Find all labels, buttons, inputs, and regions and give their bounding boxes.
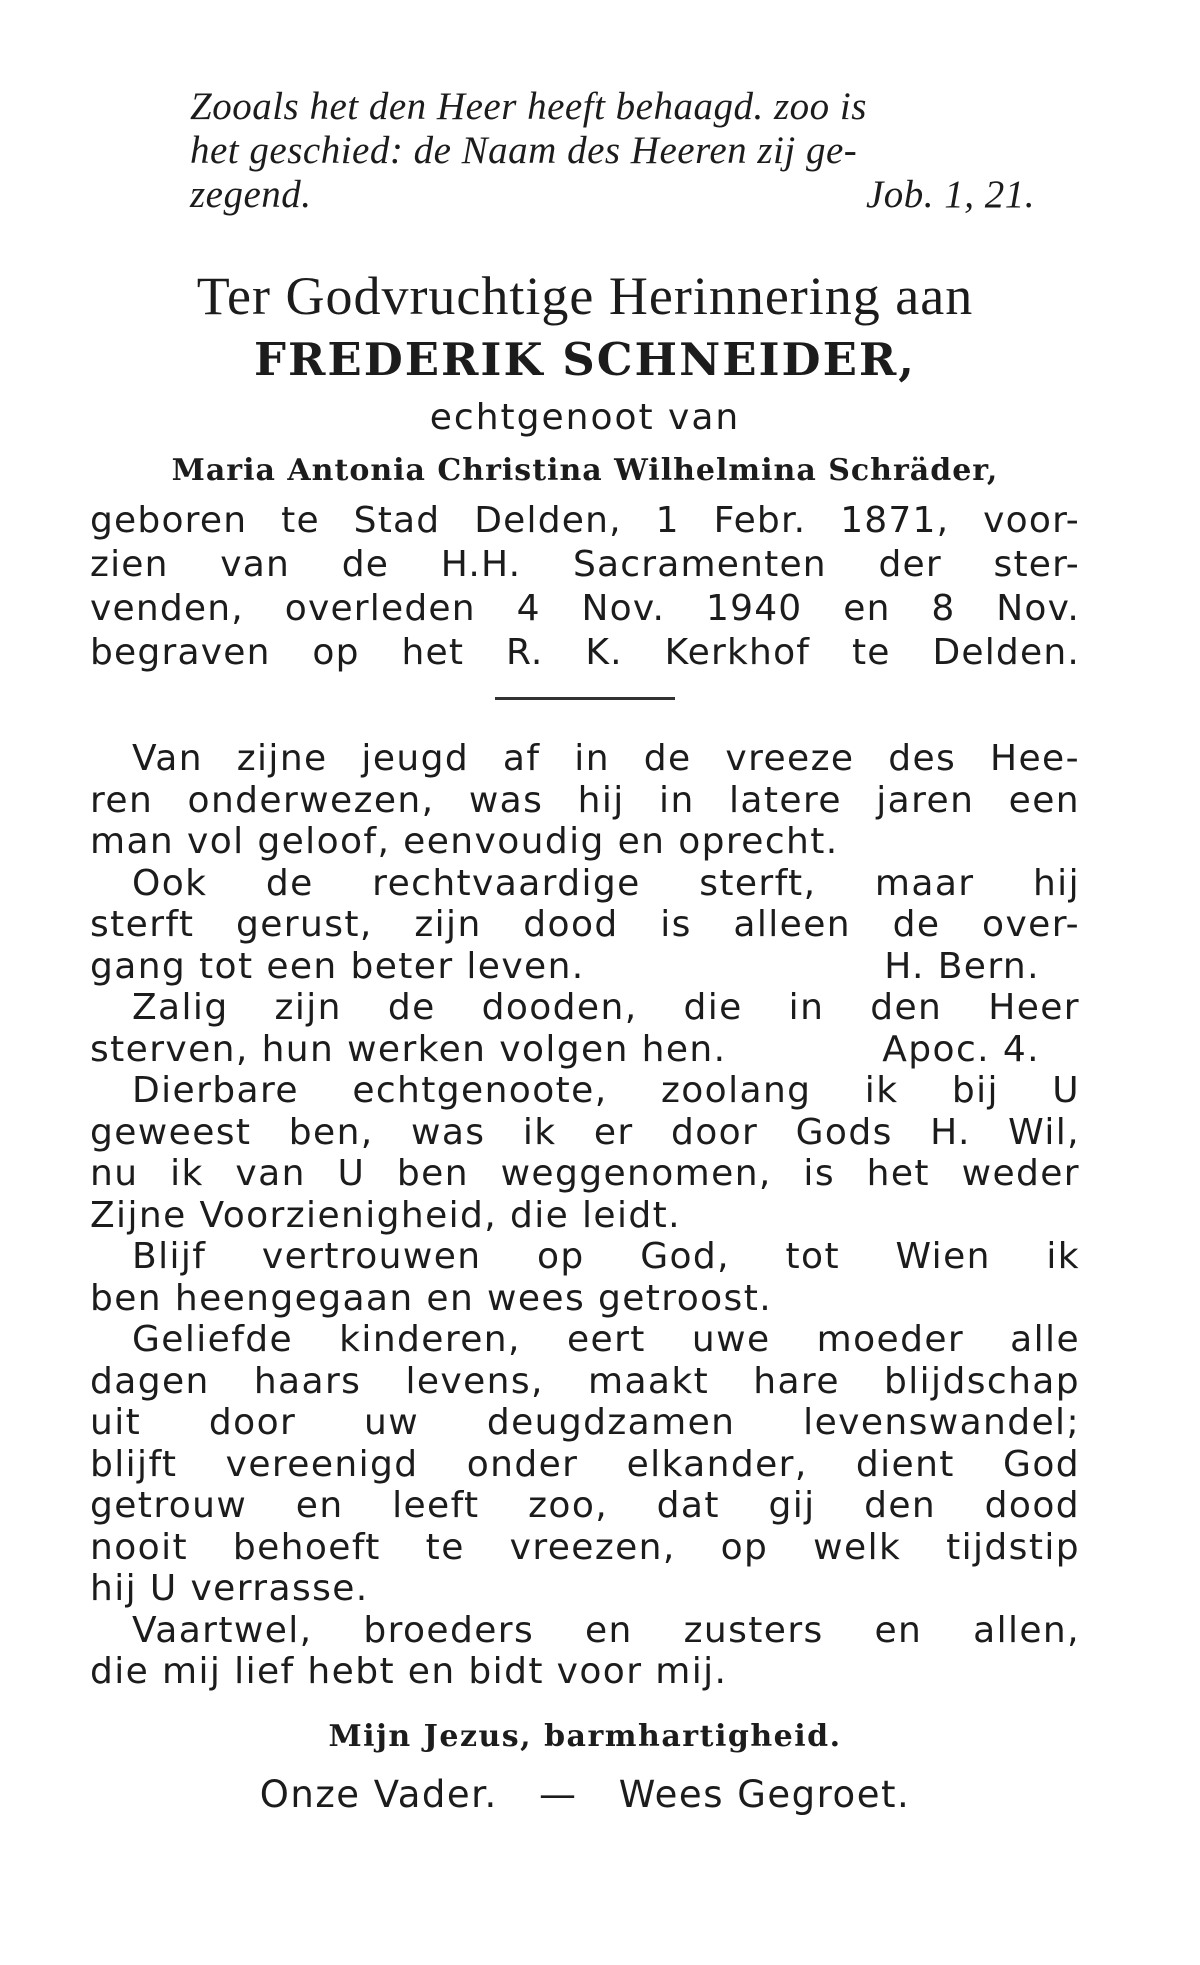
text-line (90, 1029, 1080, 1071)
prayer-hail-mary: Wees Gegroet. (618, 1772, 911, 1816)
text-line: Zijne Voorzienigheid, die leidt. (90, 1194, 681, 1236)
closing-prayer: Mijn Jezus, barmhartigheid. (328, 1718, 842, 1754)
text-line: Ook de rechtvaardige sterft, maar hij (132, 862, 1080, 904)
text-line: ben heengegaan en wees getroost. (90, 1277, 773, 1319)
remembrance-heading: Ter Godvruchtige Herinnering aan (196, 266, 974, 326)
biography (90, 499, 1080, 675)
biography-line: zien van de H.H. Sacramenten der ster- (90, 544, 1080, 585)
text-line: Dierbare echtgenoote, zoolang ik bij U (132, 1070, 1080, 1111)
text-line: ren onderwezen, was hij in latere jaren een (90, 779, 1080, 821)
spouse-name: Maria Antonia Christina Wilhelmina Schräder, (171, 453, 999, 488)
epigraph-line: Zooals het den Heer heeft behaagd. zoo is (190, 85, 867, 128)
biography-line: geboren te Stad Delden, 1 Febr. 1871, voor- (90, 500, 1080, 541)
text-line: die mij lief hebt en bidt voor mij. (90, 1651, 728, 1692)
text-line: Geliefde kinderen, eert uwe moeder alle (132, 1319, 1080, 1360)
text-line-end: gang tot een beter leven. (90, 945, 585, 987)
biography-line: venden, overleden 4 Nov. 1940 en 8 Nov. (90, 588, 1080, 629)
text-line: Zalig zijn de dooden, die in den Heer (132, 987, 1080, 1028)
text-line: geweest ben, was ik er door Gods H. Wil, (90, 1111, 1080, 1153)
quote-reference: H. Bern. (884, 945, 1040, 987)
prayer-our-father: Onze Vader. (259, 1772, 498, 1816)
spouse-label: echtgenoot van (429, 397, 741, 438)
text-line: uit door uw deugdzamen levenswandel; (90, 1402, 1080, 1443)
quote-reference: Apoc. 4. (882, 1028, 1040, 1070)
text-line: Vaartwel, broeders en zusters en allen, (132, 1609, 1080, 1651)
memorial-card (90, 85, 1080, 1819)
epigraph-quote (190, 85, 1075, 217)
deceased-name: FREDERIK SCHNEIDER, (254, 333, 916, 386)
text-line: nu ik van U ben weggenomen, is het weder (90, 1153, 1080, 1194)
meditation-text (90, 738, 1080, 1693)
epigraph-line (190, 173, 1075, 217)
text-line: Van zijne jeugd af in de vreeze des Hee- (132, 738, 1080, 779)
epigraph-line: het geschied: de Naam des Heeren zij ge- (190, 129, 858, 172)
text-line: nooit behoeft te vreezen, op welk tijdstip (90, 1526, 1080, 1568)
text-line-end: sterven, hun werken volgen hen. (90, 1028, 727, 1070)
text-line: dagen haars levens, maakt hare blijdschap (90, 1360, 1080, 1402)
text-line: getrouw en leeft zoo, dat gij den dood (90, 1485, 1080, 1526)
dash-separator: — (538, 1772, 578, 1816)
text-line (90, 946, 1080, 988)
closing-prayers (90, 1771, 1080, 1819)
divider (495, 697, 675, 700)
text-line: man vol geloof, eenvoudig en oprecht. (90, 821, 839, 862)
epigraph-reference: Job. 1, 21. (865, 173, 1035, 216)
text-line: blijft vereenigd onder elkander, dient God (90, 1443, 1080, 1485)
biography-line: begraven op het R. K. Kerkhof te Delden. (90, 632, 1080, 673)
text-line: hij U verrasse. (90, 1568, 369, 1609)
epigraph-line-end: zegend. (190, 173, 312, 216)
text-line: Blijf vertrouwen op God, tot Wien ik (132, 1236, 1080, 1277)
text-line: sterft gerust, zijn dood is alleen de over- (90, 904, 1080, 945)
